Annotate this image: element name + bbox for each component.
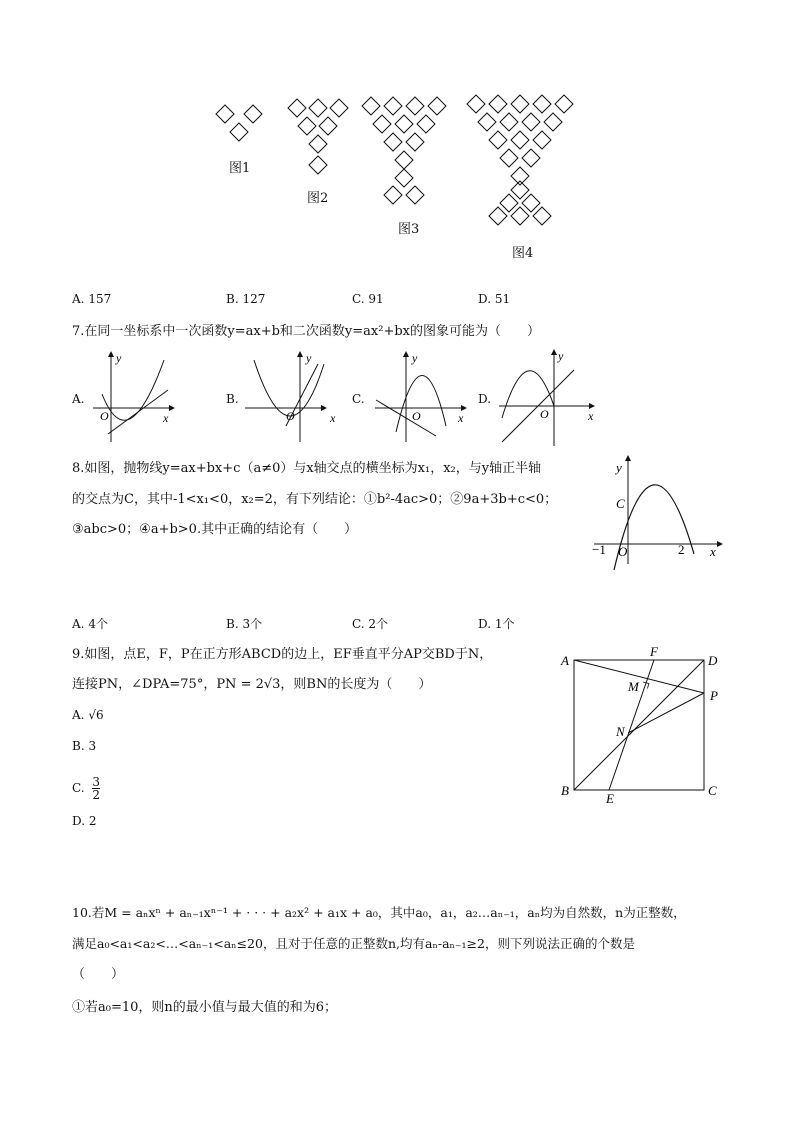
q8-option-b[interactable]: B. 3个 xyxy=(226,617,263,631)
svg-text:A: A xyxy=(561,653,569,668)
diamond-shape xyxy=(555,95,573,113)
fig-label-4: 图4 xyxy=(512,246,534,261)
q9-option-a[interactable]: A. √6 xyxy=(72,708,104,722)
svg-text:y: y xyxy=(306,351,312,365)
svg-text:C: C xyxy=(708,783,717,798)
diamond-shape xyxy=(511,207,529,225)
diamond-shape xyxy=(309,99,327,117)
q7-graph-b xyxy=(240,350,340,445)
q8-line2: 的交点为C，其中-1<x₁<0，x₂=2，有下列结论：①b²-4ac>0；②9a+3b+c<0； xyxy=(72,492,558,507)
q10-line4: ①若a₀=10，则n的最小值与最大值的和为6； xyxy=(72,1000,338,1015)
diamond-shape xyxy=(467,95,485,113)
diamond-shape xyxy=(395,151,413,169)
q7-choice-c[interactable]: C. xyxy=(352,392,365,406)
svg-text:x: x xyxy=(163,411,169,425)
svg-text:O: O xyxy=(286,409,295,423)
svg-text:−1: −1 xyxy=(592,542,606,557)
svg-text:y: y xyxy=(616,460,622,475)
q9-option-d[interactable]: D. 2 xyxy=(72,814,97,828)
fig-label-1: 图1 xyxy=(229,161,251,176)
diamond-shape xyxy=(406,133,424,151)
svg-text:F: F xyxy=(650,645,658,659)
diamond-shape xyxy=(395,115,413,133)
q8-option-a[interactable]: A. 4个 xyxy=(72,617,108,631)
q9-square-figure xyxy=(556,645,736,805)
diamond-shape xyxy=(395,169,413,187)
q10-line1: 10.若M = aₙxⁿ + aₙ₋₁xⁿ⁻¹ + · · · + a₂x² + a₁x + a₀，其中a₀，a₁，a₂…aₙ₋₁，aₙ均为自然数，n为正整数， xyxy=(72,905,686,920)
diamond-pattern-figures xyxy=(0,0,794,270)
diamond-shape xyxy=(511,131,529,149)
diamond-shape xyxy=(489,207,507,225)
q9-line1: 9.如图，点E，F，P在正方形ABCD的边上，EF垂直平分AP交BD于N， xyxy=(72,647,493,662)
q7-stem: 7.在同一坐标系中一次函数y=ax+b和二次函数y=ax²+bx的图象可能为（ ） xyxy=(72,324,541,339)
fig-label-2: 图2 xyxy=(307,191,329,206)
diamond-shape xyxy=(489,131,507,149)
q7-graph-d xyxy=(494,348,604,448)
diamond-shape xyxy=(384,133,402,151)
diamond-shape xyxy=(330,99,348,117)
diamond-shape xyxy=(511,95,529,113)
q9-option-c[interactable]: C. $\frac{3}{2}$ xyxy=(72,775,101,802)
diamond-shape xyxy=(533,131,551,149)
svg-text:O: O xyxy=(618,544,628,559)
svg-text:B: B xyxy=(561,783,569,798)
diamond-shape xyxy=(544,113,562,131)
diamond-shape xyxy=(373,115,391,133)
q7-graph-c xyxy=(370,350,470,445)
q9-line2: 连接PN，∠DPA=75°，PN = 2√3，则BN的长度为（ ） xyxy=(72,677,432,692)
diamond-shape xyxy=(522,113,540,131)
diamond-shape xyxy=(230,123,248,141)
diamond-shape xyxy=(522,149,540,167)
svg-text:y: y xyxy=(412,351,418,365)
fig-label-3: 图3 xyxy=(398,222,420,237)
q6-option-d[interactable]: D. 51 xyxy=(478,292,511,306)
diamond-shape xyxy=(522,194,540,212)
q7-choice-b[interactable]: B. xyxy=(226,392,239,406)
diamond-shape xyxy=(319,117,337,135)
diamond-shape xyxy=(406,97,424,115)
diamond-shape xyxy=(244,105,262,123)
q8-option-d[interactable]: D. 1个 xyxy=(478,617,515,631)
q10-line3: （ ） xyxy=(72,967,125,982)
diamond-shape xyxy=(384,97,402,115)
q8-line3: ③abc>0；④a+b>0.其中正确的结论有（ ） xyxy=(72,522,358,537)
q8-option-c[interactable]: C. 2个 xyxy=(352,617,389,631)
diamond-shape xyxy=(309,135,327,153)
diamond-shape xyxy=(288,99,306,117)
q7-choice-d[interactable]: D. xyxy=(478,392,492,406)
q6-option-b[interactable]: B. 127 xyxy=(226,292,266,306)
q9-option-b[interactable]: B. 3 xyxy=(72,739,97,753)
svg-text:D: D xyxy=(708,653,718,668)
svg-text:N: N xyxy=(616,724,625,739)
q9-frac-denominator: 2 xyxy=(92,788,101,802)
diamond-shape xyxy=(500,194,518,212)
diamond-shape xyxy=(533,207,551,225)
diamond-shape xyxy=(478,113,496,131)
svg-text:C: C xyxy=(616,496,625,511)
diamond-shape xyxy=(384,186,402,204)
q6-option-c[interactable]: C. 91 xyxy=(352,292,384,306)
q6-option-a[interactable]: A. 157 xyxy=(72,292,112,306)
svg-text:y: y xyxy=(558,349,564,363)
diamond-shape xyxy=(500,113,518,131)
diamond-shape xyxy=(511,167,529,185)
svg-text:x: x xyxy=(710,544,716,559)
diamond-shape xyxy=(309,156,327,174)
svg-text:x: x xyxy=(458,411,464,425)
svg-text:O: O xyxy=(412,409,421,423)
diamond-shape xyxy=(362,97,380,115)
svg-text:x: x xyxy=(588,409,594,423)
svg-text:O: O xyxy=(540,407,549,421)
diamond-shape xyxy=(511,181,529,199)
svg-text:2: 2 xyxy=(678,542,685,557)
q9-frac-numerator: 3 xyxy=(92,775,101,789)
q8-line1: 8.如图，抛物线y=ax+bx+c（a≠0）与x轴交点的横坐标为x₁，x₂，与y轴正半轴 xyxy=(72,461,542,476)
svg-text:E: E xyxy=(606,791,614,805)
diamond-shape xyxy=(298,117,316,135)
diamond-shape xyxy=(533,95,551,113)
q7-choice-a[interactable]: A. xyxy=(72,392,85,406)
diamond-shape xyxy=(500,149,518,167)
diamond-shape xyxy=(428,97,446,115)
svg-text:y: y xyxy=(116,351,122,365)
diamond-shape xyxy=(406,186,424,204)
diamond-shape xyxy=(489,95,507,113)
svg-text:O: O xyxy=(100,409,109,423)
q10-line2: 满足a₀<a₁<a₂<…<aₙ₋₁<aₙ≤20，且对于任意的正整数n,均有aₙ-aₙ₋₁≥2，则下列说法正确的个数是 xyxy=(72,936,635,951)
svg-text:P: P xyxy=(710,688,718,703)
diamond-shape xyxy=(417,115,435,133)
svg-text:M: M xyxy=(628,679,639,694)
q8-parabola-figure xyxy=(590,452,730,572)
q7-graph-a xyxy=(88,350,178,445)
svg-text:x: x xyxy=(330,411,336,425)
diamond-shape xyxy=(216,105,234,123)
